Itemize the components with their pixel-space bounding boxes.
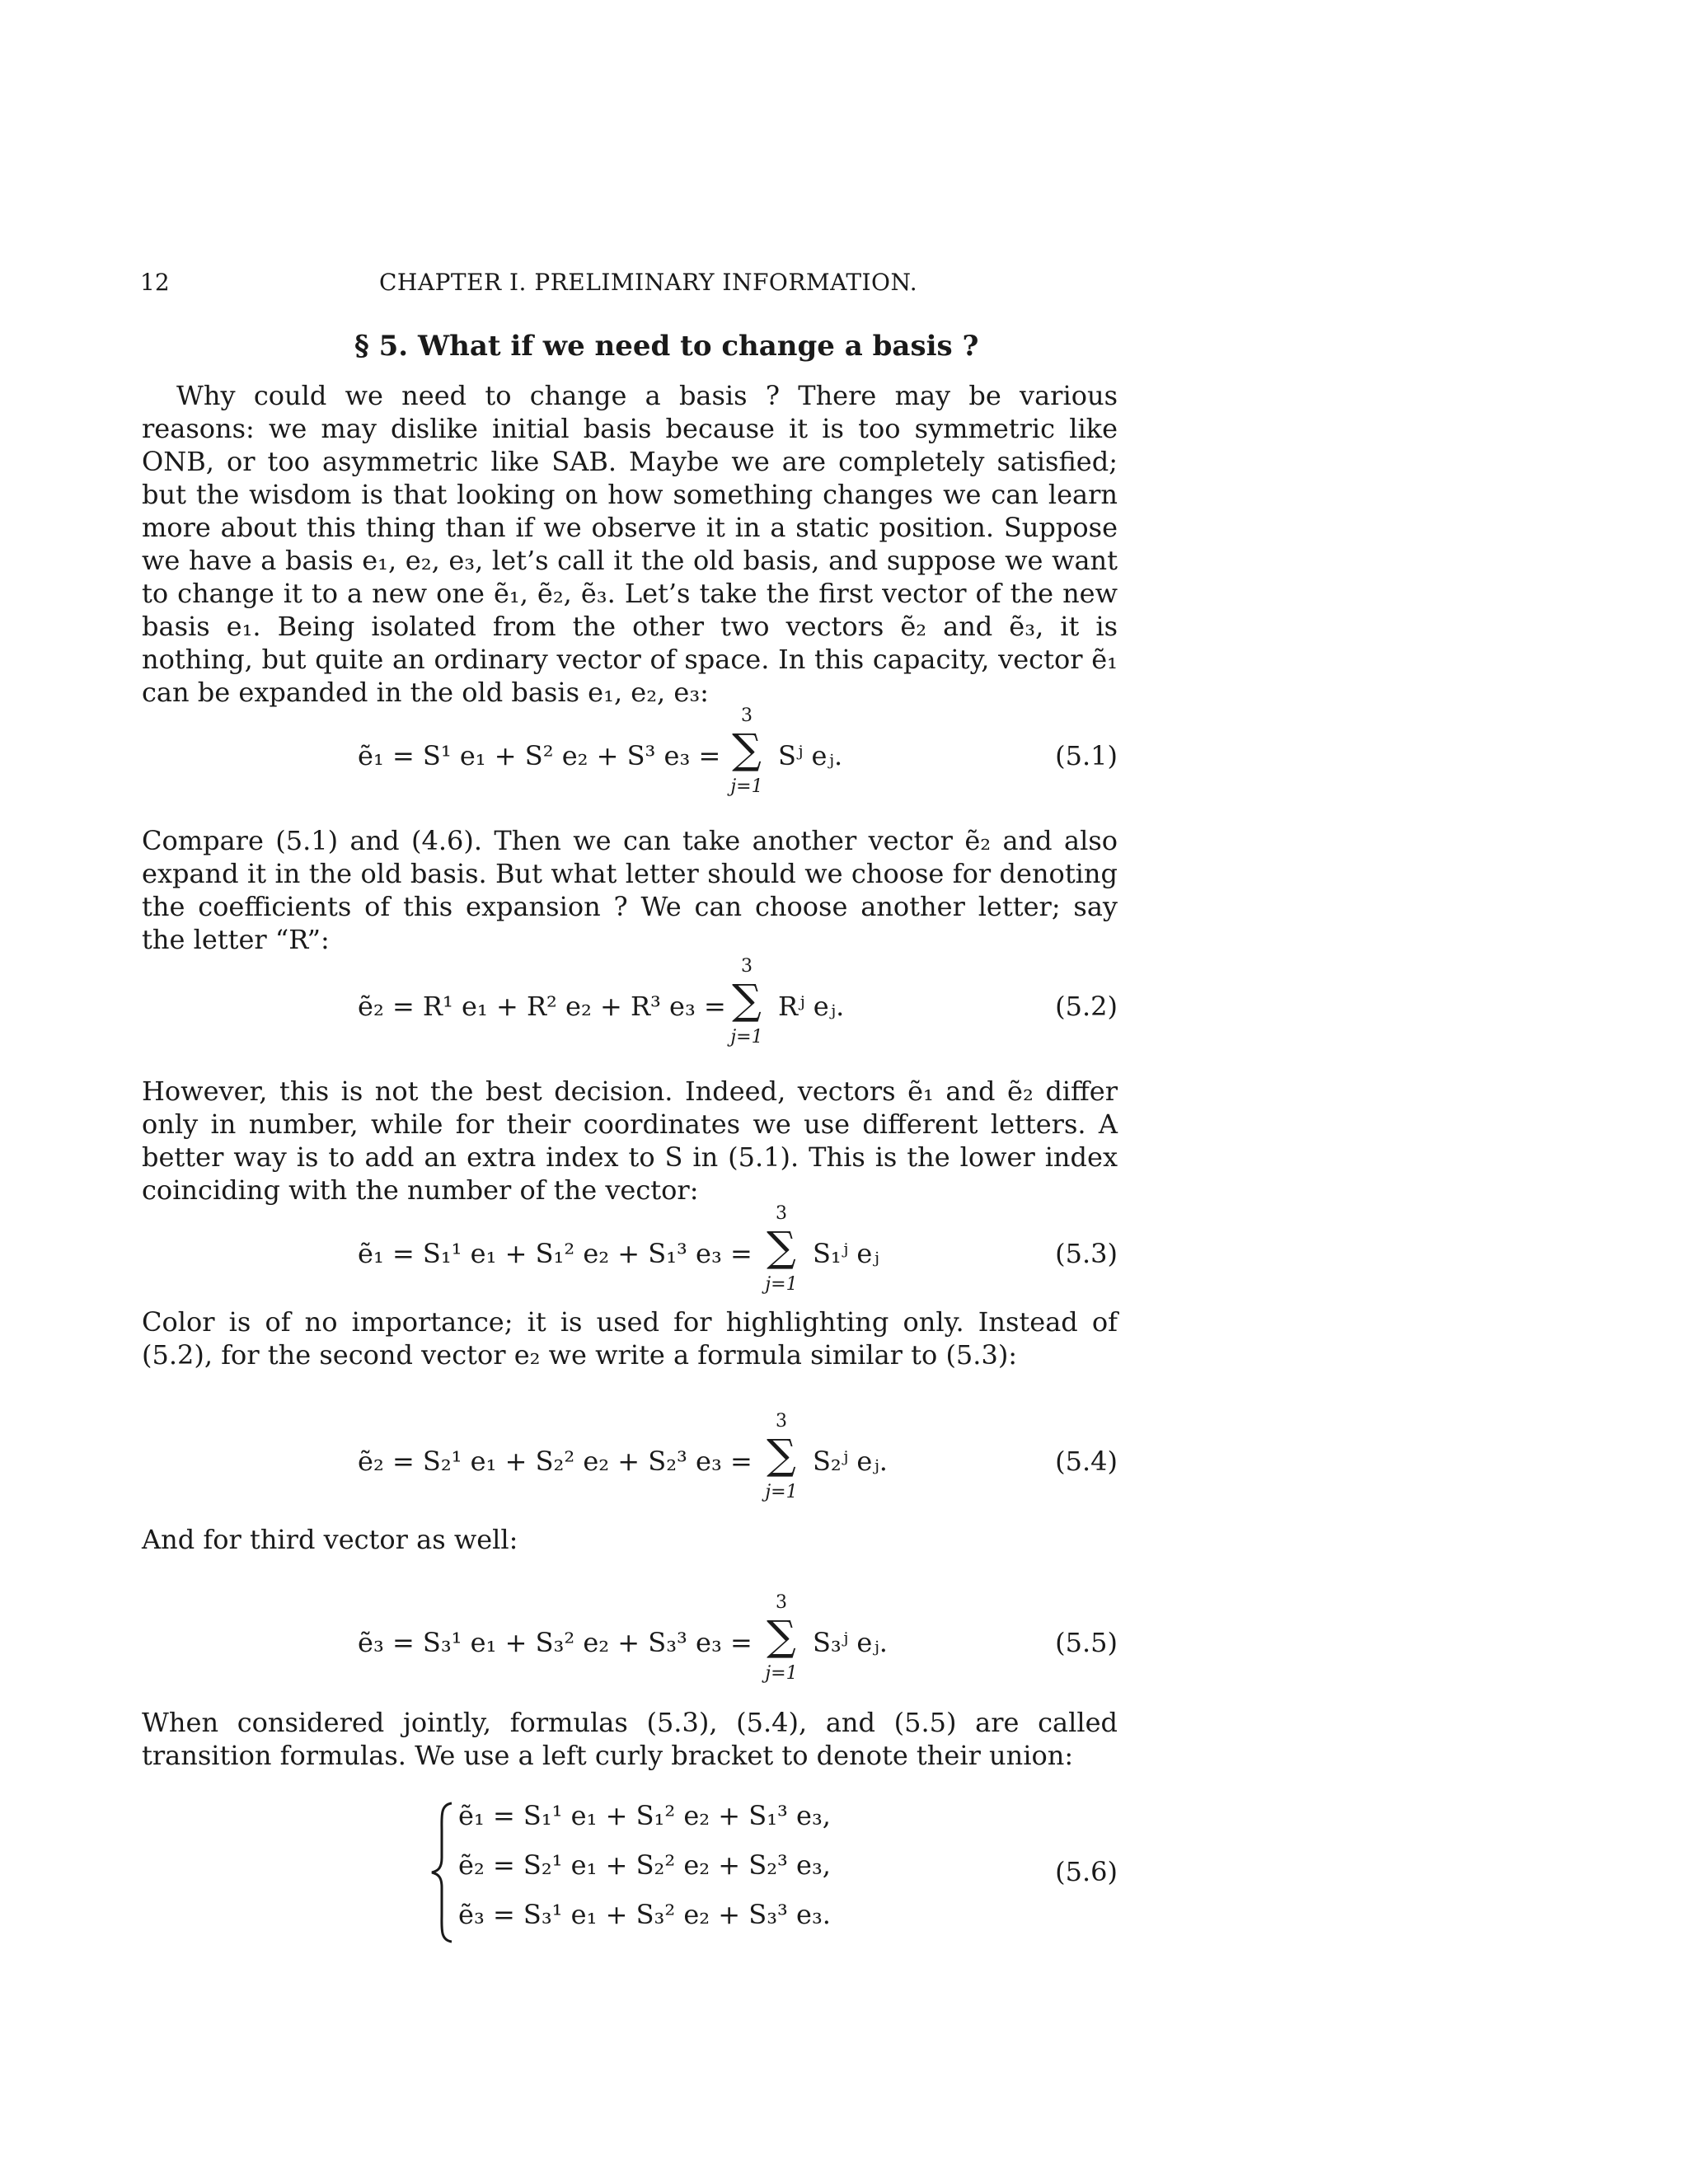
system-line-2: ẽ₂ = S₂¹ e₁ + S₂² e₂ + S₂³ e₃,	[458, 1849, 831, 1881]
equation-5-3-rhs: S₁ʲ eⱼ	[813, 1238, 879, 1269]
equation-5-5-rhs: S₃ʲ eⱼ.	[813, 1627, 888, 1658]
equation-5-4	[142, 1411, 1118, 1510]
equation-number: (5.1)	[1055, 740, 1118, 771]
sum-upper-limit: 3	[776, 1411, 787, 1432]
equation-5-5	[142, 1592, 1118, 1691]
paragraph-6: When considered jointly, formulas (5.3), (5.4), and (5.5) are called transition formulas. We use a left curly bracket to denote their union:	[142, 1707, 1118, 1771]
running-head: CHAPTER I. PRELIMINARY INFORMATION.	[379, 269, 918, 296]
left-curly-brace-icon	[429, 1798, 457, 1947]
equation-number: (5.4)	[1055, 1446, 1118, 1477]
paragraph-4: Color is of no importance; it is used for highlighting only. Instead of (5.2), for the second vector e₂ we write a formula similar to (5.3):	[142, 1306, 1118, 1371]
equation-5-2-rhs: Rʲ eⱼ.	[778, 991, 845, 1022]
equation-5-5-lhs: ẽ₃ = S₃¹ e₁ + S₃² e₂ + S₃³ e₃ =	[358, 1627, 753, 1658]
equation-5-2-lhs: ẽ₂ = R¹ e₁ + R² e₂ + R³ e₃ =	[358, 991, 726, 1022]
sum-lower-limit: j=1	[730, 1027, 763, 1047]
paragraph-1: Why could we need to change a basis ? There may be various reasons: we may dislike initial basis because it is too symmetric like ONB, or too asymmetric like SAB. Maybe we are completely satisfied; but the wisdom is that looking on how something changes we can learn more about this thing than if we observe it in a static position. Suppose we have a basis e₁, e₂, e₃, let’s call it the old basis, and suppose we want to change it to a new one ẽ₁, ẽ₂, ẽ₃. Let’s take the first vector of the new basis e₁. Being isolated from the other two vectors ẽ₂ and ẽ₃, it is nothing, but quite an ordinary vector of space. In this capacity, vector ẽ₁ can be expanded in the old basis e₁, e₂, e₃:	[142, 380, 1118, 708]
sum-lower-limit: j=1	[730, 776, 763, 797]
page-number: 12	[140, 269, 170, 296]
sum-lower-limit: j=1	[765, 1482, 798, 1502]
sigma-symbol: ∑	[767, 1612, 796, 1660]
sum-lower-limit: j=1	[765, 1274, 798, 1295]
sigma-symbol: ∑	[767, 1223, 796, 1271]
sigma-symbol: ∑	[732, 976, 762, 1024]
section-title: § 5. What if we need to change a basis ?	[354, 330, 979, 363]
equation-5-1	[142, 705, 1118, 804]
system-line-3: ẽ₃ = S₃¹ e₁ + S₃² e₂ + S₃³ e₃.	[458, 1899, 831, 1930]
equation-5-4-lhs: ẽ₂ = S₂¹ e₁ + S₂² e₂ + S₂³ e₃ =	[358, 1446, 753, 1477]
equation-5-2	[142, 956, 1118, 1055]
sum-upper-limit: 3	[776, 1203, 787, 1224]
equation-number: (5.5)	[1055, 1627, 1118, 1658]
paragraph-3: However, this is not the best decision. Indeed, vectors ẽ₁ and ẽ₂ differ only in number, while for their coordinates we use different letters. A better way is to add an extra index to S in (5.1). This is the lower index coinciding with the number of the vector:	[142, 1076, 1118, 1206]
equation-5-1-rhs: Sʲ eⱼ.	[778, 740, 843, 771]
paragraph-2: Compare (5.1) and (4.6). Then we can take another vector ẽ₂ and also expand it in the old basis. But what letter should we choose for denoting the coefficients of this expansion ? We can choose another letter; say the letter “R”:	[142, 825, 1118, 955]
sigma-symbol: ∑	[767, 1431, 796, 1479]
sum-upper-limit: 3	[741, 705, 753, 726]
equation-number: (5.6)	[1055, 1856, 1118, 1887]
equation-number: (5.2)	[1055, 991, 1118, 1022]
equation-number: (5.3)	[1055, 1238, 1118, 1269]
equation-5-3	[142, 1203, 1118, 1302]
equation-5-3-lhs: ẽ₁ = S₁¹ e₁ + S₁² e₂ + S₁³ e₃ =	[358, 1238, 753, 1269]
equation-5-4-rhs: S₂ʲ eⱼ.	[813, 1446, 888, 1477]
paragraph-5: And for third vector as well:	[142, 1524, 518, 1555]
sum-lower-limit: j=1	[765, 1663, 798, 1684]
system-line-1: ẽ₁ = S₁¹ e₁ + S₁² e₂ + S₁³ e₃,	[458, 1800, 831, 1831]
sigma-symbol: ∑	[732, 725, 762, 773]
sum-upper-limit: 3	[776, 1592, 787, 1613]
equation-5-1-lhs: ẽ₁ = S¹ e₁ + S² e₂ + S³ e₃ =	[358, 740, 721, 771]
equation-5-6-system	[429, 1798, 1118, 1947]
sum-upper-limit: 3	[741, 956, 753, 977]
